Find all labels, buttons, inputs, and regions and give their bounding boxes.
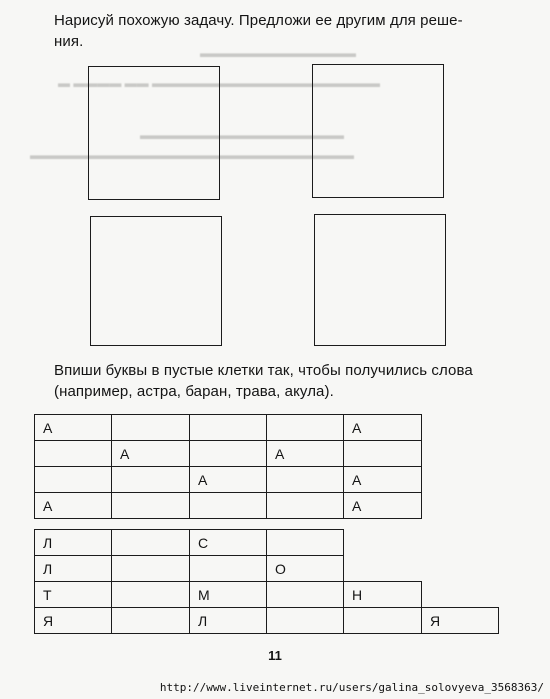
grid-b-row <box>35 556 499 582</box>
grid-cell[interactable] <box>112 493 190 519</box>
grid-cell[interactable] <box>112 556 190 582</box>
grid-b-row <box>35 582 499 608</box>
task-draw-line-1: Нарисуй похожую задачу. Предложи ее другим для реше- <box>54 12 463 29</box>
task-draw-instruction <box>54 10 514 52</box>
bleed-through-text: ▬▬▬▬▬▬▬▬▬▬▬▬▬▬▬▬▬▬▬▬▬▬▬▬▬▬▬ <box>30 148 354 162</box>
grid-cell[interactable] <box>35 467 112 493</box>
grid-cell[interactable] <box>35 441 112 467</box>
grid-cell[interactable]: А <box>35 493 112 519</box>
grid-a-row <box>35 493 422 519</box>
letter-grid-a <box>34 414 422 519</box>
grid-a-row <box>35 441 422 467</box>
grid-cell[interactable]: Т <box>35 582 112 608</box>
grid-cell[interactable] <box>267 415 344 441</box>
bleed-through-text: ▬▬▬▬▬▬▬▬▬▬▬▬▬▬▬▬▬ <box>140 128 344 142</box>
grid-cell[interactable] <box>112 582 190 608</box>
source-url[interactable]: http://www.liveinternet.ru/users/galina_solovyeva_3568363/ <box>159 681 544 694</box>
grid-cell[interactable] <box>112 415 190 441</box>
grid-cell[interactable]: А <box>344 467 422 493</box>
grid-b-row <box>35 530 499 556</box>
letter-grid-b <box>34 529 499 634</box>
drawing-box-top-left <box>88 66 220 200</box>
grid-cell[interactable]: Л <box>35 530 112 556</box>
grid-b-row <box>35 608 499 634</box>
grid-cell[interactable] <box>112 608 190 634</box>
grid-cell[interactable] <box>267 608 344 634</box>
grid-a-row <box>35 415 422 441</box>
task-draw-line-2: ния. <box>54 33 84 50</box>
grid-cell[interactable] <box>112 467 190 493</box>
drawing-box-bottom-right <box>314 214 446 346</box>
grid-cell[interactable]: А <box>267 441 344 467</box>
grid-cell[interactable]: А <box>190 467 267 493</box>
grid-cell[interactable]: А <box>344 415 422 441</box>
bleed-through-text: ▬ ▬▬▬▬ ▬▬ ▬▬▬▬▬▬▬▬▬▬▬▬▬▬▬▬▬▬▬ <box>58 76 381 90</box>
grid-cell[interactable]: С <box>190 530 267 556</box>
grid-cell[interactable]: М <box>190 582 267 608</box>
grid-cell[interactable] <box>344 441 422 467</box>
grid-cell[interactable] <box>190 556 267 582</box>
grid-cell[interactable]: О <box>267 556 344 582</box>
grid-cell[interactable]: А <box>344 493 422 519</box>
grid-cell[interactable]: Я <box>35 608 112 634</box>
grid-cell[interactable]: Л <box>190 608 267 634</box>
grid-blank <box>422 530 499 556</box>
task-letters-line-2: (например, астра, баран, трава, акула). <box>54 383 334 400</box>
grid-cell[interactable]: Н <box>344 582 422 608</box>
grid-cell[interactable] <box>190 415 267 441</box>
grid-cell[interactable] <box>267 493 344 519</box>
grid-cell[interactable] <box>267 467 344 493</box>
grid-blank <box>344 556 422 582</box>
task-letters-line-1: Впиши буквы в пустые клетки так, чтобы получились слова <box>54 362 473 379</box>
grid-cell[interactable]: А <box>112 441 190 467</box>
grid-cell[interactable] <box>344 608 422 634</box>
drawing-box-bottom-left <box>90 216 222 346</box>
grid-blank <box>344 530 422 556</box>
grid-blank <box>422 556 499 582</box>
grid-cell[interactable]: А <box>35 415 112 441</box>
grid-a-row <box>35 467 422 493</box>
grid-blank <box>422 582 499 608</box>
task-letters-instruction <box>54 360 514 402</box>
grid-cell[interactable] <box>267 530 344 556</box>
bleed-through-text: ▬▬▬▬▬▬▬▬▬▬▬▬▬ <box>200 46 356 60</box>
grid-cell[interactable] <box>190 441 267 467</box>
grid-cell[interactable] <box>112 530 190 556</box>
grid-cell[interactable] <box>190 493 267 519</box>
page-number: 11 <box>268 648 282 663</box>
grid-cell[interactable]: Я <box>422 608 499 634</box>
drawing-box-top-right <box>312 64 444 198</box>
grid-cell[interactable]: Л <box>35 556 112 582</box>
grid-cell[interactable] <box>267 582 344 608</box>
